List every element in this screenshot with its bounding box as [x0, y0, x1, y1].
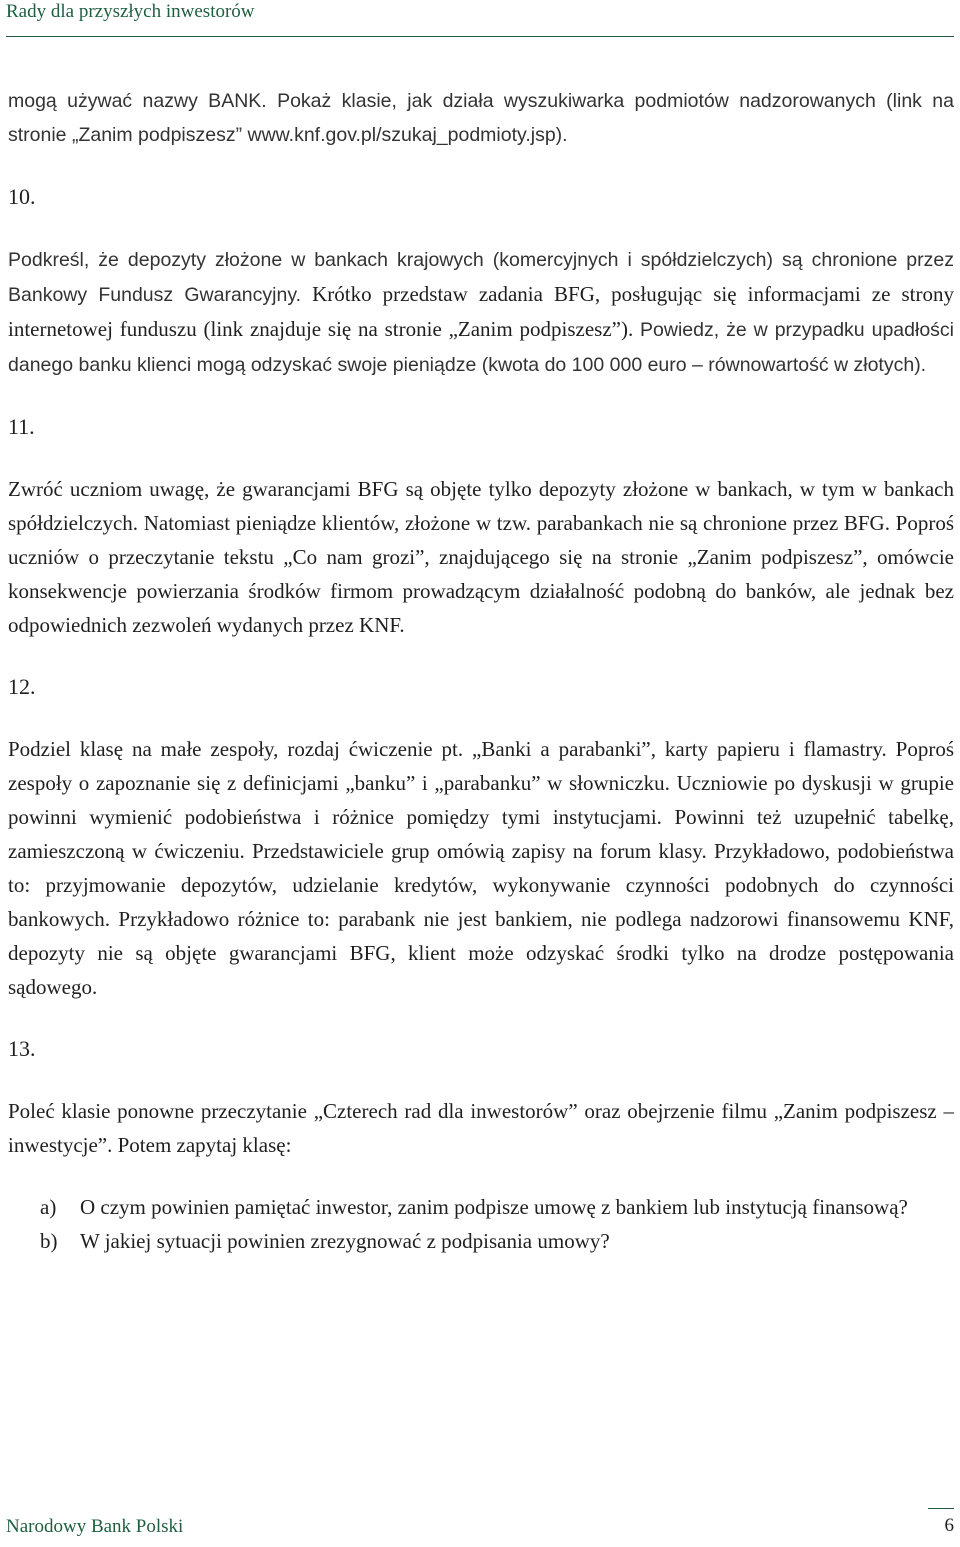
question-text: W jakiej sytuacji powinien zrezygnować z podpisania umowy? — [80, 1229, 610, 1253]
section-11-paragraph: Zwróć uczniom uwagę, że gwarancjami BFG są objęte tylko depozyty złożone w bankach, w tym w bankach spółdzielczych. Natomiast pieniądze klientów, złożone w tzw. parabankach nie są chronione przez BFG. Poproś uczniów o przeczytanie tekstu „Co nam grozi”, znajdującego się na stronie „Zanim podpiszesz”, omówcie konsekwencje powierzania środków firmom prowadzącym działalność podobną do banków, ale jednak bez odpowiednich zezwoleń wydanych przez KNF. — [8, 477, 954, 637]
question-list — [8, 1190, 954, 1258]
intro-paragraph: mogą używać nazwy BANK. Pokaż klasie, jak działa wyszukiwarka podmiotów nadzorowanych (link na stronie „Zanim podpiszesz” www.knf.gov.pl/szukaj_podmioty.jsp). — [8, 90, 954, 146]
section-10-text-2: Krótko przedstaw zadania BFG, posługując się informacjami ze strony internetowej funduszu (link znajduje się na stronie „Zanim podpiszesz”). — [8, 282, 954, 341]
question-text: O czym powinien pamiętać inwestor, zanim podpisze umowę z bankiem lub instytucją finansową? — [80, 1195, 908, 1219]
section-number-12: 12. — [8, 674, 36, 699]
section-13-paragraph: Poleć klasie ponowne przeczytanie „Czterech rad dla inwestorów” oraz obejrzenie filmu „Zanim podpiszesz – inwestycje”. Potem zapytaj klasę: — [8, 1099, 954, 1157]
section-number-13: 13. — [8, 1036, 36, 1061]
footer-publisher: Narodowy Bank Polski — [6, 1516, 184, 1537]
section-10-text-3: Powiedz, że w przypadku upadłości danego banku klienci mogą odzyskać swoje pieniądze (kwota do 100 000 euro – równowartość w złotych). — [8, 319, 955, 376]
section-10-paragraph — [8, 242, 954, 382]
question-item — [8, 1190, 954, 1224]
question-marker: b) — [40, 1229, 58, 1253]
section-10-text-1: Podkreśl, że depozyty złożone w bankach krajowych (komercyjnych i spółdzielczych) są chronione przez Bankowy Fundusz Gwarancyjny. — [8, 249, 954, 306]
section-number-10: 10. — [8, 184, 36, 209]
page-number: 6 — [928, 1508, 954, 1543]
section-number-11: 11. — [8, 414, 35, 439]
section-12-paragraph: Podziel klasę na małe zespoły, rozdaj ćwiczenie pt. „Banki a parabanki”, karty papieru i flamastry. Poproś zespoły o zapoznanie się z definicjami „banku” i „parabanku” w słowniczku. Uczniowie po dyskusji w grupie powinni wymienić podobieństwa i różnice pomiędzy tymi instytucjami. Powinni też uzupełnić tabelkę, zamieszczoną w ćwiczeniu. Przedstawiciele grup omówią zapisy na forum klasy. Przykładowo, podobieństwa to: przyjmowanie depozytów, udzielanie kredytów, wykonywanie czynności podobnych do czynności bankowych. Przykładowo różnice to: parabank nie jest bankiem, nie podlega nadzorowi finansowemu KNF, depozyty nie są objęte gwarancjami BFG, klient może odzyskać środki tylko na drodze postępowania sądowego. — [8, 737, 954, 999]
page-header — [6, 0, 954, 37]
question-item — [8, 1224, 954, 1258]
header-title: Rady dla przyszłych inwestorów — [6, 1, 255, 22]
question-marker: a) — [40, 1195, 57, 1219]
document-body — [8, 84, 954, 1258]
